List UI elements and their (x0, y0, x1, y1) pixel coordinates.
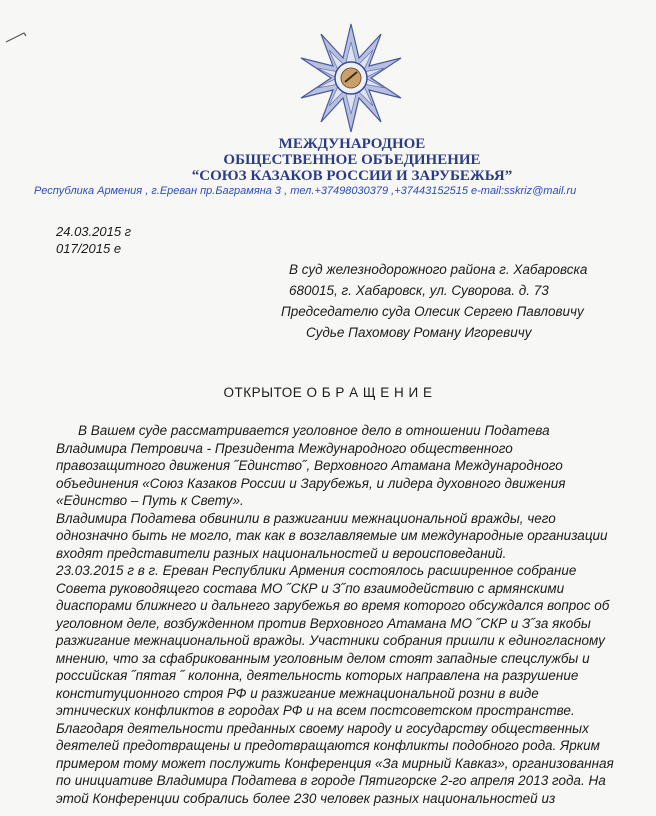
org-title (0, 136, 656, 184)
recipient-judge: Судье Пахомову Роману Игоревичу (306, 325, 532, 340)
letter-body (56, 422, 616, 807)
recipient-chairman: Председателю суда Олесик Сергею Павловичу (281, 304, 584, 319)
org-title-line2: ОБЩЕСТВЕННОЕ ОБЪЕДИНЕНИЕ (223, 152, 481, 168)
recipient-court: В суд железнодорожного района г. Хабаровска (289, 262, 588, 277)
document-date: 24.03.2015 г (56, 224, 132, 239)
pen-mark (4, 30, 28, 44)
body-paragraph: В Вашем суде рассматривается уголовное дело в отношении Податева Владимира Петровича - Президента Международного общественного правозащитного движения ˝Единство˝, Верховного Атамана Международного объединения «Союз Казаков России и Зарубежья, и лидера духовного движения «Единство – Путь к Свету». (56, 423, 566, 508)
org-title-line3: “СОЮЗ КАЗАКОВ РОССИИ И ЗАРУБЕЖЬЯ” (191, 168, 513, 184)
contact-line: Республика Армения , г.Ереван пр.Баграмяна 3 , тел.+37498030379 ,+37443152515 e-mail:sskriz@mail.ru (34, 185, 577, 197)
star-emblem-icon (298, 22, 404, 134)
recipient-address: 680015, г. Хабаровск, ул. Суворова. д. 73 (289, 283, 549, 298)
body-paragraph: 23.03.2015 г в г. Ереван Республики Армения состоялось расширенное собрание Совета руководящего состава МО ˝СКР и З˝по взаимодействию с армянскими диаспорами ближнего и дальнего зарубежья во время которого обсуждался вопрос об уголовном деле, возбужденном против Верховного Атамана МО ˝СКР и З˝за якобы разжигание межнациональной вражды. Участники собрания пришли к единогласному мнению, что за сфабрикованным уголовным делом стоят западные спецслужбы и российская ˝пятая ˝ колонна, деятельность которых направлена на разрушение конституционного строя РФ и разжигание межнациональной розни в виде этнических конфликтов в городах РФ и на всем постсоветском пространстве. (56, 563, 610, 718)
body-paragraph: Благодаря деятельности преданных своему народу и государству общественных деятелей предотвращены и предотвращаются конфликты подобного рода. Ярким примером тому может послужить Конференция «За мирный Кавказ», организованная по инициативе Владимира Податева в городе Пятигорске 2-го апреля 2013 года. На этой Конференции собрались более 230 человек разных национальностей из (56, 720, 614, 806)
org-title-line1: МЕЖДУНАРОДНОЕ (278, 136, 426, 152)
document-number: 017/2015 е (56, 241, 122, 256)
document-title: ОТКРЫТОЕ О Б Р А Щ Е Н И Е (223, 385, 433, 400)
body-paragraph: Владимира Податева обвинили в разжигании межнациональной вражды, чего однозначно быть не могло, так как в возглавляемые им международные организации входят представители разных национальностей и вероисповеданий. (56, 510, 608, 561)
